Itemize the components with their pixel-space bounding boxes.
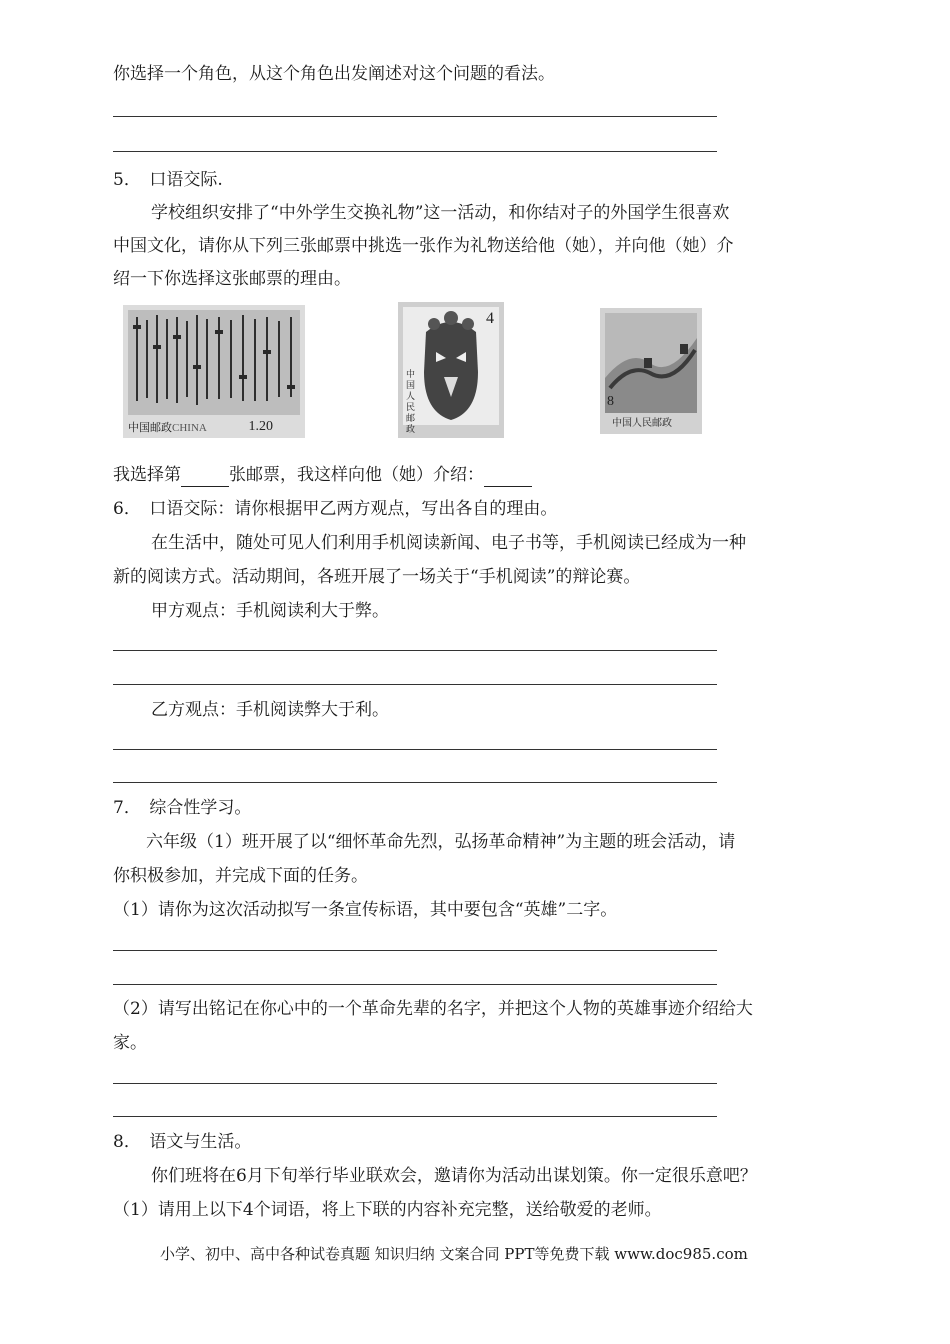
q5-title: 5． 口语交际. — [113, 170, 223, 190]
calligraphy-stamp-image — [123, 305, 305, 438]
great-wall-stamp-image — [600, 308, 702, 434]
answer-line — [113, 151, 717, 152]
stamp2-value: 4 — [486, 310, 494, 327]
q7-task-1: （1）请你为这次活动拟写一条宣传标语，其中要包含“英雄”二字。 — [113, 900, 618, 920]
page-footer: 小学、初中、高中各种试卷真题 知识归纳 文案合同 PPT等免费下载 www.doc985.com — [160, 1245, 748, 1263]
q7-paragraph-line: 你积极参加，并完成下面的任务。 — [113, 866, 368, 886]
q7-task-2: （2）请写出铭记在你心中的一个革命先辈的名字，并把这个人物的英雄事迹介绍给大 — [113, 999, 753, 1019]
q5-answer-middle: 张邮票，我这样向他（她）介绍： — [229, 465, 484, 485]
answer-line — [113, 749, 717, 750]
q8-paragraph-line: 你们班将在6月下旬举行毕业联欢会，邀请你为活动出谋划策。你一定很乐意吧？ — [151, 1166, 757, 1186]
answer-line — [113, 984, 717, 985]
q5-answer-line — [113, 463, 532, 487]
calligraphy-stamp-art — [123, 305, 305, 438]
answer-line — [113, 1083, 717, 1084]
q8-task-1: （1）请用上以下4个词语，将上下联的内容补充完整，送给敬爱的老师。 — [113, 1200, 662, 1220]
answer-line — [113, 650, 717, 651]
stamp1-brand-en: CHINA — [172, 422, 207, 434]
answer-line — [113, 1116, 717, 1117]
q5-answer-prefix: 我选择第 — [113, 465, 181, 485]
q5-paragraph-line: 中国文化，请你从下列三张邮票中挑选一张作为礼物送给他（她），并向他（她）介 — [113, 236, 734, 256]
q6-paragraph-line: 在生活中，随处可见人们利用手机阅读新闻、电子书等，手机阅读已经成为一种 — [151, 533, 746, 553]
q7-title: 7． 综合性学习。 — [113, 798, 252, 818]
stamp2-country: 中国人民邮政 — [406, 370, 416, 435]
great-wall-art — [600, 308, 702, 434]
q6-title: 6． 口语交际：请你根据甲乙两方观点，写出各自的理由。 — [113, 499, 558, 519]
q5-paragraph-line: 学校组织安排了“中外学生交换礼物”这一活动，和你结对子的外国学生很喜欢 — [151, 203, 730, 223]
q7-paragraph-line: 六年级（1）班开展了以“细怀革命先烈，弘扬革命精神”为主题的班会活动，请 — [146, 832, 736, 852]
stamp3-country: 中国人民邮政 — [612, 418, 672, 429]
answer-line — [113, 782, 717, 783]
stamp1-brand: 中国邮政 — [128, 421, 172, 434]
introduction-blank[interactable] — [484, 468, 532, 487]
side-a-viewpoint: 甲方观点：手机阅读利大于弊。 — [151, 601, 389, 621]
answer-line — [113, 116, 717, 117]
q5-paragraph-line: 绍一下你选择这张邮票的理由。 — [113, 269, 351, 289]
stamp-number-blank[interactable] — [181, 468, 229, 487]
opera-mask-stamp-image — [398, 302, 504, 438]
stamp1-value: 1.20 — [248, 419, 273, 434]
q7-task-2-cont: 家。 — [113, 1033, 147, 1053]
stamp3-value: 8 — [607, 394, 614, 409]
q6-paragraph-line: 新的阅读方式。活动期间，各班开展了一场关于“手机阅读”的辩论赛。 — [113, 567, 641, 587]
answer-line — [113, 684, 717, 685]
intro-tail-text: 你选择一个角色，从这个角色出发阐述对这个问题的看法。 — [113, 64, 555, 84]
answer-line — [113, 950, 717, 951]
q8-title: 8． 语文与生活。 — [113, 1132, 252, 1152]
side-b-viewpoint: 乙方观点：手机阅读弊大于利。 — [151, 700, 389, 720]
